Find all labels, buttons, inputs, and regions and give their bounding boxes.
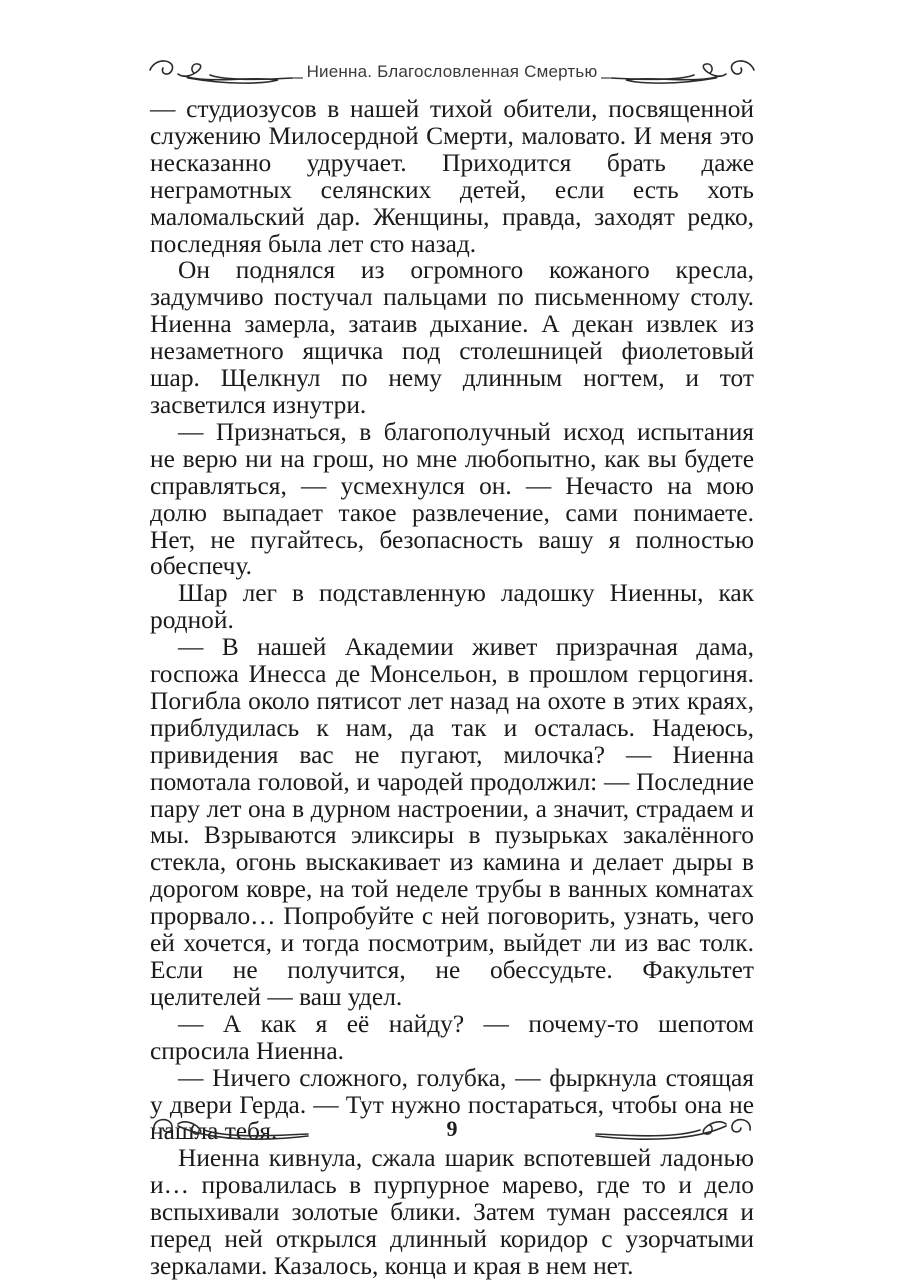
paragraph: Ниенна кивнула, сжала шарик вспотевшей ладонью и… провалилась в пурпурное марево, где то и дело вспыхивали золотые блики. Затем туман рассеялся и перед ней открылся длинный коридор с узорчатыми зеркалами. Казалось, конца и края в нем нет. (150, 1144, 754, 1280)
page-text (150, 96, 754, 1280)
book-title: Ниенна. Благословленная Смертью (306, 62, 598, 81)
page-footer (148, 1106, 756, 1154)
page-number: 9 (446, 1116, 458, 1141)
paragraph: — А как я её найду? — почему-то шепотом спросила Ниенна. (150, 1009, 754, 1065)
paragraph: Он поднялся из огромного кожаного кресла, задумчиво постучал пальцами по письменному столу. Ниенна замерла, затаив дыхание. А декан извлек из незаметного ящичка под столешницей фиолетовый шар. Щелкнул по нему длинным ногтем, и тот засветился изнутри. (150, 256, 754, 419)
paragraph: — Ничего сложного, голубка, — фыркнула стоящая у двери Герда. — Тут нужно постараться, чтобы она не нашла тебя. (150, 1063, 754, 1146)
running-header (148, 54, 756, 94)
paragraph: Шар лег в подставленную ладошку Ниенны, как родной. (150, 579, 754, 635)
paragraph: — В нашей Академии живет призрачная дама, госпожа Инесса де Монсельон, в прошлом герцогиня. Погибла около пятисот лет назад на охоте в этих краях, приблудилась к нам, да так и осталась. Надеюсь, привидения вас не пугают, милочка? — Ниенна помотала головой, и чародей продолжил: — Последние пару лет она в дурном настроении, а значит, страдаем и мы. Взрываются эликсиры в пузырьках закалённого стекла, огонь выскакивает из камина и делает дыры в дорогом ковре, на той неделе трубы в ванных комнатах прорвало… Попробуйте с ней поговорить, узнать, чего ей хочется, и тогда посмотрим, выйдет ли из вас толк. Если не получится, не обессудьте. Факультет целителей — ваш удел. (150, 633, 754, 1011)
paragraph: — Признаться, в благополучный исход испытания не верю ни на грош, но мне любопытно, как вы будете справляться, — усмехнулся он. — Нечасто на мою долю выпадает такое развлечение, сами понимаете. Нет, не пугайтесь, безопасность вашу я полностью обеспечу. (150, 417, 754, 581)
paragraph: — студиозусов в нашей тихой обители, посвященной служению Милосердной Смерти, маловато. И меня это несказанно удручает. Приходится брать даже неграмотных селянских детей, если есть хоть маломальский дар. Женщины, правда, заходят редко, последняя была лет сто назад. (150, 95, 754, 258)
